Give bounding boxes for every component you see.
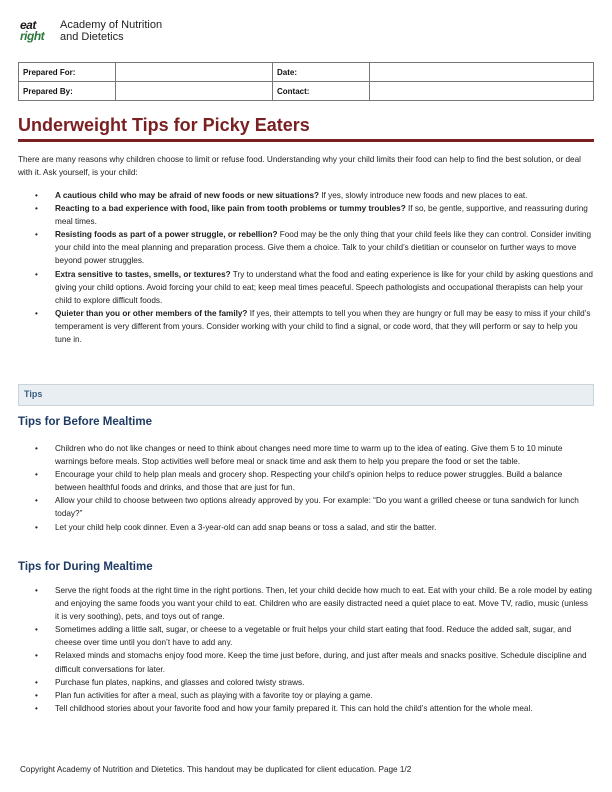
reason-text: If yes, their attempts to tell you when they are hungry or full may be easy to miss if your child’s temperament is very different from yours. Consider working with your child to find a signal, or code word, that they will perform or say to help you tune in.	[55, 308, 591, 345]
bullet-icon: •	[35, 690, 38, 700]
list-item	[18, 468, 594, 494]
bullet-icon: •	[35, 677, 38, 687]
list-item	[18, 228, 594, 267]
bullet-icon: •	[35, 651, 38, 661]
tip-text: Allow your child to choose between two options already approved by you. For example: “Do you want a grilled cheese or tuna sandwich for lunch today?”	[55, 496, 579, 519]
tip-text: Plan fun activities for after a meal, such as playing with a favorite toy or playing a game.	[55, 690, 373, 700]
list-item	[18, 521, 594, 534]
prepared-info-table	[18, 62, 594, 101]
logo-org-line1: Academy of Nutrition	[60, 19, 163, 31]
list-item	[18, 307, 594, 346]
intro-paragraph: There are many reasons why children choose to limit or refuse food. Understanding why your child limits their food can help to find the best solution, or deal with it. Ask yourself, is your child:	[18, 155, 581, 177]
contact-field[interactable]	[370, 82, 594, 101]
title-divider	[18, 139, 594, 142]
list-item	[18, 676, 594, 689]
reason-lead: Quieter than you or other members of the family?	[55, 308, 248, 318]
reason-text: Try to understand what the food and eating experience is like for your child by asking questions and giving your child options. Avoid forcing your child to eat; keep meal times peaceful. Speech pathologists and occupational therapists can help your child to explore difficult foods.	[55, 269, 593, 305]
bullet-icon: •	[35, 703, 38, 713]
logo-organization	[60, 19, 210, 43]
tip-text: Sometimes adding a little salt, sugar, or cheese to a vegetable or fruit helps your child start eating that food. Reduce the added salt, sugar, and cheese over time until you don’t have to add any.	[55, 625, 572, 648]
reason-text: If yes, slowly introduce new foods and new places to eat.	[319, 191, 528, 200]
reason-lead: Reacting to a bad experience with food, like pain from tooth problems or tummy troubles?	[55, 204, 406, 214]
tip-text: Relaxed minds and stomachs enjoy food more. Keep the time just before, during, and just after meals and snacks positive. Schedule discipline and difficult conversations for later.	[55, 651, 587, 674]
tips-section-label: Tips	[24, 389, 43, 399]
bullet-icon: •	[35, 269, 38, 279]
tips-section-bar	[18, 384, 594, 406]
bullet-icon: •	[35, 308, 38, 318]
prepared-by-label: Prepared By:	[19, 82, 116, 101]
tip-text: Let your child help cook dinner. Even a 3-year-old can add snap beans or toss a salad, and stir the batter.	[55, 522, 437, 532]
bullet-icon: •	[35, 230, 38, 240]
during-mealtime-list	[18, 584, 594, 715]
bullet-icon: •	[35, 586, 38, 595]
reason-lead: A cautious child who may be afraid of new foods or new situations?	[55, 191, 319, 200]
logo-eat-text: eat	[20, 18, 36, 32]
prepared-by-field[interactable]	[116, 82, 273, 101]
date-field[interactable]	[370, 63, 594, 82]
tip-text: Children who do not like changes or need to think about changes need more time to warm up to the idea of eating. Give them 5 to 10 minute warnings before meals. Stop activities well before meal or snack time and ask them to help you prepare the food or set the table.	[55, 444, 563, 467]
logo-org-line2: and Dietetics	[60, 31, 124, 43]
list-item	[18, 689, 594, 702]
reasons-list	[18, 189, 594, 346]
contact-label: Contact:	[273, 82, 370, 101]
reason-lead: Extra sensitive to tastes, smells, or textures?	[55, 269, 231, 279]
list-item	[18, 202, 594, 228]
reason-text: Food may be the only thing that your child feels like they can control. Consider inviting your child into the meal planning and preparation process. Give them a choice. Talk to your child’s dietitian or counselor on further ways to move beyond power struggles.	[55, 230, 592, 266]
list-item	[18, 702, 594, 715]
before-mealtime-list	[18, 442, 594, 534]
tip-text: Encourage your child to help plan meals and grocery shop. Respecting your child’s opinion helps to reduce power struggles. Build a balance between healthful foods and drinks, and those that are just for fun.	[55, 470, 563, 493]
date-label: Date:	[273, 63, 370, 82]
bullet-icon: •	[35, 204, 38, 214]
tip-text: Purchase fun plates, napkins, and glasses and colored twisty straws.	[55, 677, 305, 687]
bullet-icon: •	[35, 496, 38, 506]
list-item	[18, 442, 594, 468]
tip-text: Serve the right foods at the right time in the right portions. Then, let your child decide how much to eat. Eat with your child. Be a role model by eating and enjoying the same foods you want your child to eat. Children who are easily distracted need a quiet place to eat. Move TV, radio, music (unless it is very soothing), pets, and toys out of range.	[55, 586, 592, 622]
prepared-for-label: Prepared For:	[19, 63, 116, 82]
list-item	[18, 649, 594, 675]
reason-lead: Resisting foods as part of a power struggle, or rebellion?	[55, 230, 278, 240]
logo-right-text: right	[20, 29, 45, 43]
bullet-icon: •	[35, 191, 38, 200]
list-item	[18, 584, 594, 623]
during-mealtime-heading: Tips for During Mealtime	[18, 561, 153, 573]
page-title: Underweight Tips for Picky Eaters	[18, 115, 310, 135]
list-item	[18, 189, 594, 202]
prepared-for-field[interactable]	[116, 63, 273, 82]
bullet-icon: •	[35, 625, 38, 635]
page-footer: Copyright Academy of Nutrition and Dietetics. This handout may be duplicated for client education. Page 1/2	[20, 765, 412, 774]
list-item	[18, 494, 594, 520]
list-item	[18, 268, 594, 307]
reason-text: If so, be gentle, supportive, and reassuring during meal times.	[55, 204, 588, 227]
bullet-icon: •	[35, 522, 38, 532]
bullet-icon: •	[35, 470, 38, 480]
before-mealtime-heading: Tips for Before Mealtime	[18, 416, 152, 428]
bullet-icon: •	[35, 444, 38, 453]
list-item	[18, 623, 594, 649]
tip-text: Tell childhood stories about your favorite food and how your family prepared it. This can hold the child’s attention for the whole meal.	[55, 703, 533, 713]
